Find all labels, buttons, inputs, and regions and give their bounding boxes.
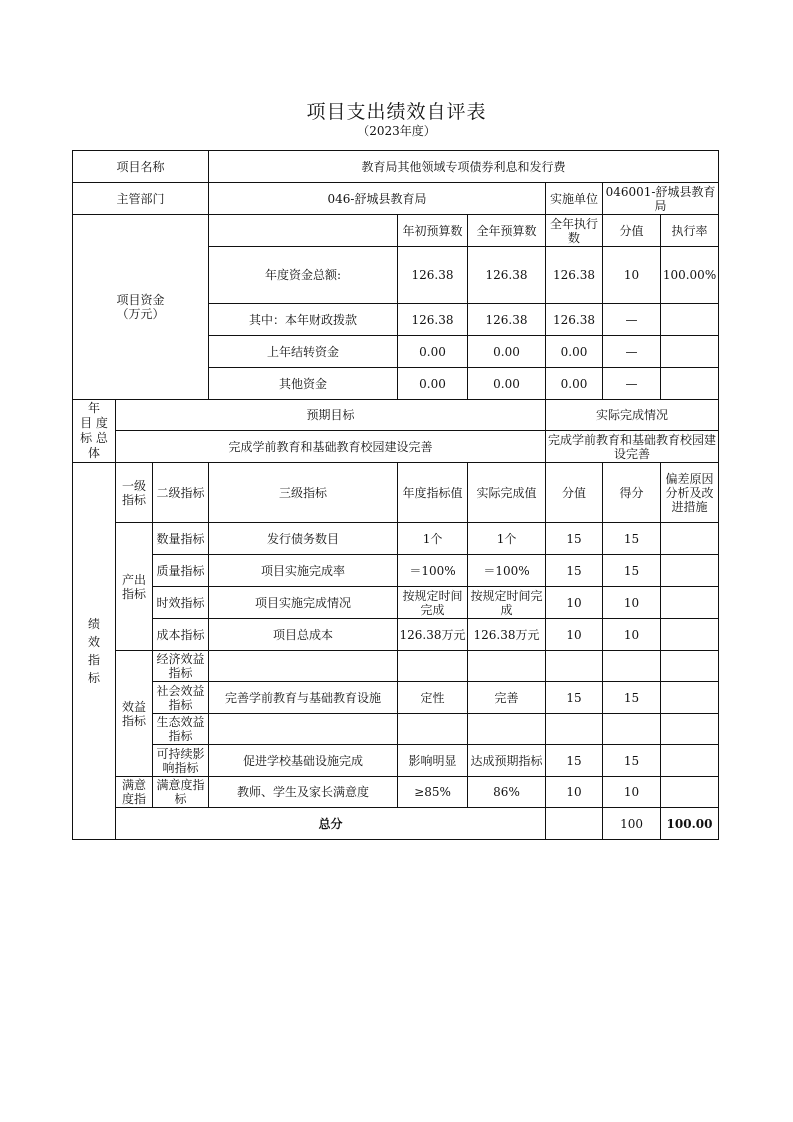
indicator-level3: 项目实施完成率 — [209, 555, 398, 587]
funds-row-annual: 126.38 — [468, 247, 546, 304]
funds-row-executed: 126.38 — [546, 304, 603, 336]
indicator-score-value: 15 — [546, 682, 603, 714]
total-row — [73, 808, 719, 840]
funds-label-text: 项目资金 （万元） — [116, 293, 165, 321]
funds-row-name: 上年结转资金 — [209, 336, 398, 368]
indicator-row — [73, 587, 719, 619]
goals-header-row — [73, 400, 719, 431]
indicator-score — [603, 651, 661, 682]
funds-row-executed: 0.00 — [546, 336, 603, 368]
indicator-deviation — [661, 714, 719, 745]
indicator-score: 15 — [603, 682, 661, 714]
level1-output: 产出指标 — [116, 523, 153, 651]
indicator-deviation — [661, 555, 719, 587]
indicator-target — [398, 651, 468, 682]
total-blank — [546, 808, 603, 840]
funds-row-annual: 0.00 — [468, 336, 546, 368]
indicator-row — [73, 555, 719, 587]
indicator-level3: 项目总成本 — [209, 619, 398, 651]
department-label: 主管部门 — [73, 183, 209, 215]
funds-row-executed: 126.38 — [546, 247, 603, 304]
indicator-row — [73, 682, 719, 714]
indicator-target — [398, 714, 468, 745]
indicator-actual: 按规定时间完成 — [468, 587, 546, 619]
header-deviation: 偏差原因分析及改进措施 — [661, 463, 719, 523]
goals-label-text: 年 目 度 标 总 体 — [80, 401, 108, 460]
indicator-actual: 达成预期指标 — [468, 745, 546, 777]
indicator-score: 15 — [603, 555, 661, 587]
indicator-score-value: 15 — [546, 555, 603, 587]
indicator-deviation — [661, 587, 719, 619]
funds-row-rate — [661, 336, 719, 368]
header-score-value: 分值 — [546, 463, 603, 523]
funds-header-executed: 全年执行数 — [546, 215, 603, 247]
total-score-value: 100 — [603, 808, 661, 840]
indicator-level3 — [209, 714, 398, 745]
indicator-score-value — [546, 651, 603, 682]
indicator-actual: 完善 — [468, 682, 546, 714]
funds-row-score-value: — — [603, 304, 661, 336]
indicator-score: 10 — [603, 619, 661, 651]
indicator-deviation — [661, 682, 719, 714]
document-year: （2023年度） — [357, 124, 436, 138]
performance-label — [73, 463, 116, 840]
indicator-row — [73, 777, 719, 808]
indicator-deviation — [661, 777, 719, 808]
funds-row-executed: 0.00 — [546, 368, 603, 400]
funds-row-initial: 0.00 — [398, 368, 468, 400]
indicator-score-value: 10 — [546, 619, 603, 651]
indicator-level2: 经济效益指标 — [153, 651, 209, 682]
performance-label-text: 绩 效 指 标 — [87, 617, 100, 685]
project-name-row — [73, 151, 719, 183]
header-level3: 三级指标 — [209, 463, 398, 523]
goals-label — [73, 400, 116, 463]
funds-header-annual: 全年预算数 — [468, 215, 546, 247]
indicator-level3: 项目实施完成情况 — [209, 587, 398, 619]
funds-row-initial: 126.38 — [398, 304, 468, 336]
project-name-label: 项目名称 — [73, 151, 209, 183]
indicator-target: 126.38万元 — [398, 619, 468, 651]
funds-header-score-value: 分值 — [603, 215, 661, 247]
department-value: 046-舒城县教育局 — [209, 183, 546, 215]
funds-header-initial: 年初预算数 — [398, 215, 468, 247]
indicator-level3 — [209, 651, 398, 682]
indicator-deviation — [661, 619, 719, 651]
indicator-level2: 时效指标 — [153, 587, 209, 619]
project-name-value: 教育局其他领域专项债券利息和发行费 — [209, 151, 719, 183]
indicator-level3: 教师、学生及家长满意度 — [209, 777, 398, 808]
indicator-target: 1个 — [398, 523, 468, 555]
funds-header-row — [73, 215, 719, 247]
indicator-actual — [468, 714, 546, 745]
indicator-deviation — [661, 651, 719, 682]
funds-row-name: 其他资金 — [209, 368, 398, 400]
goals-expected-label: 预期目标 — [116, 400, 546, 431]
indicator-level3: 促进学校基础设施完成 — [209, 745, 398, 777]
total-label: 总分 — [116, 808, 546, 840]
funds-row-name: 其中：本年财政拨款 — [209, 304, 398, 336]
indicator-deviation — [661, 745, 719, 777]
header-score: 得分 — [603, 463, 661, 523]
header-target: 年度指标值 — [398, 463, 468, 523]
funds-row-rate — [661, 304, 719, 336]
indicator-row — [73, 523, 719, 555]
header-level1: 一级指标 — [116, 463, 153, 523]
funds-row-rate — [661, 368, 719, 400]
goals-content-row — [73, 431, 719, 463]
indicator-row — [73, 619, 719, 651]
goals-actual-label: 实际完成情况 — [546, 400, 719, 431]
indicator-actual: 86% — [468, 777, 546, 808]
funds-row-initial: 126.38 — [398, 247, 468, 304]
indicator-target: 影响明显 — [398, 745, 468, 777]
self-evaluation-table — [72, 150, 719, 840]
indicator-level3: 完善学前教育与基础教育设施 — [209, 682, 398, 714]
funds-label — [73, 215, 209, 400]
indicator-actual — [468, 651, 546, 682]
indicator-row — [73, 745, 719, 777]
indicator-target: 定性 — [398, 682, 468, 714]
indicator-score — [603, 714, 661, 745]
indicator-level2: 生态效益指标 — [153, 714, 209, 745]
indicator-score: 10 — [603, 777, 661, 808]
indicator-target: 按规定时间完成 — [398, 587, 468, 619]
indicator-target: ≥85% — [398, 777, 468, 808]
indicator-level3: 发行债务数目 — [209, 523, 398, 555]
indicator-score-value: 15 — [546, 523, 603, 555]
indicator-score-value: 10 — [546, 777, 603, 808]
funds-row-initial: 0.00 — [398, 336, 468, 368]
indicator-deviation — [661, 523, 719, 555]
indicator-actual: 126.38万元 — [468, 619, 546, 651]
funds-header-rate: 执行率 — [661, 215, 719, 247]
funds-row-score-value: — — [603, 336, 661, 368]
funds-row-name: 年度资金总额: — [209, 247, 398, 304]
indicator-score-value — [546, 714, 603, 745]
goals-expected-value: 完成学前教育和基础教育校园建设完善 — [116, 431, 546, 463]
implementing-unit-label: 实施单位 — [546, 183, 603, 215]
funds-row-annual: 126.38 — [468, 304, 546, 336]
indicator-score: 10 — [603, 587, 661, 619]
funds-header-blank — [209, 215, 398, 247]
funds-row-score-value: 10 — [603, 247, 661, 304]
level1-benefit: 效益指标 — [116, 651, 153, 777]
indicator-row — [73, 714, 719, 745]
indicator-row — [73, 651, 719, 682]
total-score: 100.00 — [661, 808, 719, 840]
indicator-level2: 数量指标 — [153, 523, 209, 555]
funds-row-score-value: — — [603, 368, 661, 400]
header-level2: 二级指标 — [153, 463, 209, 523]
funds-row-rate: 100.00% — [661, 247, 719, 304]
indicator-score: 15 — [603, 523, 661, 555]
indicator-target: ＝100% — [398, 555, 468, 587]
implementing-unit-value: 046001-舒城县教育局 — [603, 183, 719, 215]
indicator-level2: 满意度指标 — [153, 777, 209, 808]
indicator-score-value: 15 — [546, 745, 603, 777]
performance-header-row — [73, 463, 719, 523]
level1-satisfaction: 满意度指 — [116, 777, 153, 808]
indicator-score-value: 10 — [546, 587, 603, 619]
funds-row-annual: 0.00 — [468, 368, 546, 400]
document-title: 项目支出绩效自评表 — [306, 101, 487, 123]
department-row — [73, 183, 719, 215]
indicator-level2: 社会效益指标 — [153, 682, 209, 714]
indicator-level2: 质量指标 — [153, 555, 209, 587]
header-actual: 实际完成值 — [468, 463, 546, 523]
indicator-actual: 1个 — [468, 523, 546, 555]
indicator-level2: 可持续影响指标 — [153, 745, 209, 777]
indicator-score: 15 — [603, 745, 661, 777]
indicator-level2: 成本指标 — [153, 619, 209, 651]
goals-actual-value: 完成学前教育和基础教育校园建设完善 — [546, 431, 719, 463]
indicator-actual: ＝100% — [468, 555, 546, 587]
